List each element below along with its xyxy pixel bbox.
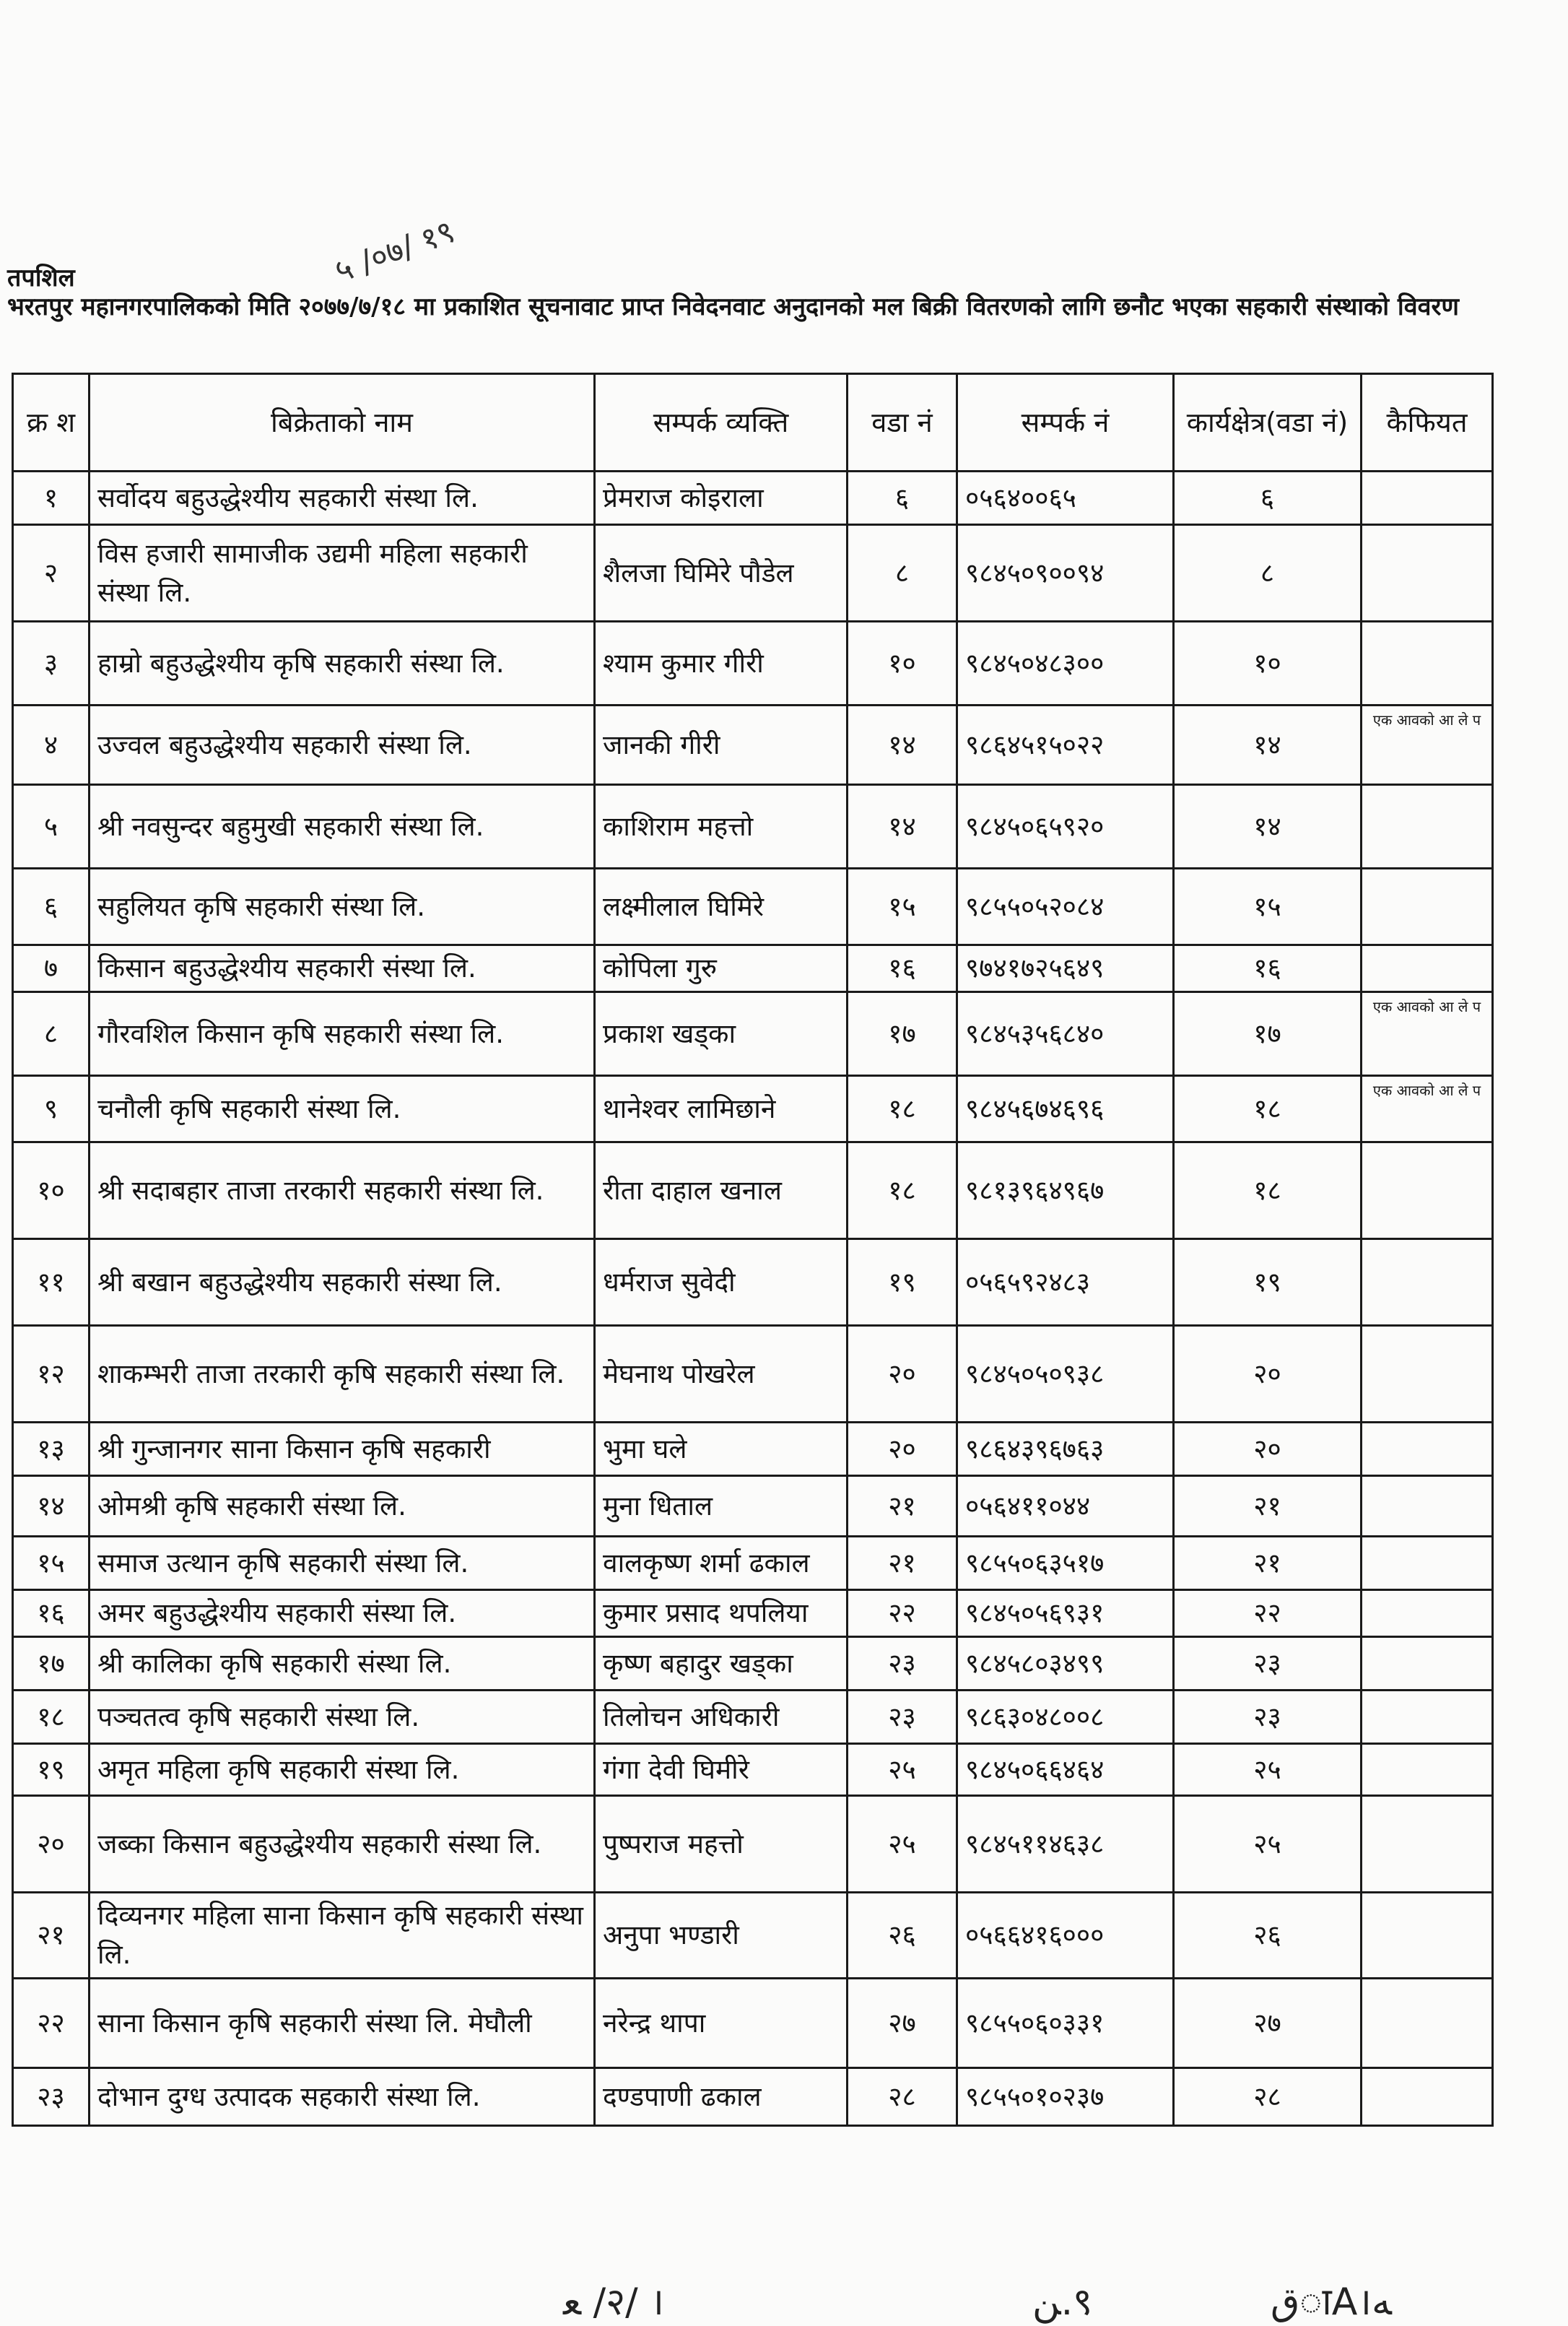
table-row <box>13 1537 1493 1590</box>
section-label: तपशिल <box>7 264 75 292</box>
row-sn: १२ <box>13 1326 90 1423</box>
row-contact-person: मेघनाथ पोखरेल <box>595 1326 848 1423</box>
row-area: २० <box>1174 1423 1362 1476</box>
header-ward: वडा नं <box>848 374 957 472</box>
table-row <box>13 2068 1493 2126</box>
row-remarks <box>1362 1423 1493 1476</box>
row-remarks: एक आवको आ ले प <box>1362 992 1493 1076</box>
row-contact-person: गंगा देवी घिमीरे <box>595 1744 848 1796</box>
row-area: १९ <box>1174 1239 1362 1326</box>
row-area: १७ <box>1174 992 1362 1076</box>
table-row <box>13 1476 1493 1537</box>
table-row <box>13 992 1493 1076</box>
row-phone: ९८४५०५६९३१ <box>957 1590 1174 1637</box>
row-sn: ८ <box>13 992 90 1076</box>
row-ward: २१ <box>848 1476 957 1537</box>
row-area: २१ <box>1174 1537 1362 1590</box>
row-sn: २ <box>13 525 90 622</box>
table-row <box>13 706 1493 785</box>
header-remarks: कैफियत <box>1362 374 1493 472</box>
row-sn: १८ <box>13 1691 90 1744</box>
table-row <box>13 1076 1493 1142</box>
table-row <box>13 622 1493 706</box>
table-row <box>13 1637 1493 1691</box>
row-contact-person: प्रकाश खड्का <box>595 992 848 1076</box>
row-ward: २८ <box>848 2068 957 2126</box>
row-area: २३ <box>1174 1691 1362 1744</box>
row-sn: ६ <box>13 869 90 945</box>
row-remarks <box>1362 1239 1493 1326</box>
row-phone: ९८४५०६५९२० <box>957 785 1174 869</box>
row-phone: ९८६३०४८००८ <box>957 1691 1174 1744</box>
row-area: २७ <box>1174 1979 1362 2068</box>
row-contact-person: वालकृष्ण शर्मा ढकाल <box>595 1537 848 1590</box>
row-area: २६ <box>1174 1893 1362 1979</box>
header-area: कार्यक्षेत्र(वडा नं) <box>1174 374 1362 472</box>
row-ward: १८ <box>848 1142 957 1239</box>
row-sn: १० <box>13 1142 90 1239</box>
row-ward: २० <box>848 1423 957 1476</box>
row-name: समाज उत्थान कृषि सहकारी संस्था लि. <box>90 1537 595 1590</box>
table-row <box>13 869 1493 945</box>
row-contact-person: जानकी गीरी <box>595 706 848 785</box>
row-remarks <box>1362 1979 1493 2068</box>
row-name: पञ्चतत्व कृषि सहकारी संस्था लि. <box>90 1691 595 1744</box>
row-sn: १५ <box>13 1537 90 1590</box>
table-row <box>13 1326 1493 1423</box>
row-sn: ४ <box>13 706 90 785</box>
row-area: २० <box>1174 1326 1362 1423</box>
table-row <box>13 1423 1493 1476</box>
row-name: उज्वल बहुउद्धेश्यीय सहकारी संस्था लि. <box>90 706 595 785</box>
row-sn: १७ <box>13 1637 90 1691</box>
row-ward: २७ <box>848 1979 957 2068</box>
row-remarks <box>1362 525 1493 622</box>
row-ward: २० <box>848 1326 957 1423</box>
row-remarks <box>1362 785 1493 869</box>
row-phone: ९८५५०६३५१७ <box>957 1537 1174 1590</box>
row-ward: ८ <box>848 525 957 622</box>
signature-2: ﻦ.९ <box>1032 2281 1093 2324</box>
row-remarks <box>1362 945 1493 992</box>
table-row <box>13 1979 1493 2068</box>
table-row <box>13 1691 1493 1744</box>
row-name: ओमश्री कृषि सहकारी संस्था लि. <box>90 1476 595 1537</box>
row-area: २३ <box>1174 1637 1362 1691</box>
row-ward: २५ <box>848 1796 957 1893</box>
header-name: बिक्रेताको नाम <box>90 374 595 472</box>
row-phone: ९८५५०१०२३७ <box>957 2068 1174 2126</box>
row-phone: ०५६४११०४४ <box>957 1476 1174 1537</box>
row-ward: २३ <box>848 1637 957 1691</box>
row-remarks <box>1362 1691 1493 1744</box>
row-name: सर्वोदय बहुउद्धेश्यीय सहकारी संस्था लि. <box>90 472 595 525</box>
row-name: विस हजारी सामाजीक उद्यमी महिला सहकारी संस्था लि. <box>90 525 595 622</box>
row-sn: २२ <box>13 1979 90 2068</box>
row-sn: १ <box>13 472 90 525</box>
row-remarks <box>1362 1796 1493 1893</box>
row-contact-person: श्याम कुमार गीरी <box>595 622 848 706</box>
table-row <box>13 472 1493 525</box>
row-sn: ३ <box>13 622 90 706</box>
row-area: २१ <box>1174 1476 1362 1537</box>
row-contact-person: धर्मराज सुवेदी <box>595 1239 848 1326</box>
row-name: किसान बहुउद्धेश्यीय सहकारी संस्था लि. <box>90 945 595 992</box>
table-row <box>13 1744 1493 1796</box>
row-name: श्री कालिका कृषि सहकारी संस्था लि. <box>90 1637 595 1691</box>
row-phone: ९८४५६७४६९६ <box>957 1076 1174 1142</box>
row-name: अमृत महिला कृषि सहकारी संस्था लि. <box>90 1744 595 1796</box>
row-ward: ६ <box>848 472 957 525</box>
row-ward: १४ <box>848 706 957 785</box>
row-remarks <box>1362 1537 1493 1590</box>
table-row <box>13 1239 1493 1326</box>
row-remarks <box>1362 1893 1493 1979</box>
row-sn: १९ <box>13 1744 90 1796</box>
row-contact-person: कुमार प्रसाद थपलिया <box>595 1590 848 1637</box>
row-phone: ९८५५०६०३३१ <box>957 1979 1174 2068</box>
row-ward: १४ <box>848 785 957 869</box>
row-ward: २६ <box>848 1893 957 1979</box>
row-contact-person: प्रेमराज कोइराला <box>595 472 848 525</box>
handwritten-date-note: ५ /०७/ १९ <box>330 212 460 290</box>
row-sn: १३ <box>13 1423 90 1476</box>
row-phone: ९८४५३५६८४० <box>957 992 1174 1076</box>
row-area: ६ <box>1174 472 1362 525</box>
row-name: दोभान दुग्ध उत्पादक सहकारी संस्था लि. <box>90 2068 595 2126</box>
table-row <box>13 1590 1493 1637</box>
row-ward: १५ <box>848 869 957 945</box>
row-ward: १९ <box>848 1239 957 1326</box>
row-name: श्री सदाबहार ताजा तरकारी सहकारी संस्था लि. <box>90 1142 595 1239</box>
table-header-row <box>13 374 1493 472</box>
table-row <box>13 785 1493 869</box>
cooperative-table <box>12 373 1494 2127</box>
row-sn: १४ <box>13 1476 90 1537</box>
row-name: चनौली कृषि सहकारी संस्था लि. <box>90 1076 595 1142</box>
row-area: १४ <box>1174 706 1362 785</box>
row-area: २५ <box>1174 1796 1362 1893</box>
row-contact-person: लक्ष्मीलाल घिमिरे <box>595 869 848 945</box>
row-sn: १६ <box>13 1590 90 1637</box>
row-area: २८ <box>1174 2068 1362 2126</box>
row-sn: २१ <box>13 1893 90 1979</box>
row-area: १० <box>1174 622 1362 706</box>
header-phone: सम्पर्क नं <box>957 374 1174 472</box>
row-phone: ९८४५०५०९३८ <box>957 1326 1174 1423</box>
row-remarks <box>1362 622 1493 706</box>
row-name: श्री गुन्जानगर साना किसान कृषि सहकारी <box>90 1423 595 1476</box>
table-row <box>13 945 1493 992</box>
row-area: २५ <box>1174 1744 1362 1796</box>
row-phone: ९७४१७२५६४९ <box>957 945 1174 992</box>
row-ward: २३ <box>848 1691 957 1744</box>
row-sn: ११ <box>13 1239 90 1326</box>
row-phone: ९८४५८०३४९९ <box>957 1637 1174 1691</box>
row-ward: १८ <box>848 1076 957 1142</box>
signature-3: ﻕाA।ﻪ <box>1271 2281 1392 2324</box>
row-phone: ९८६४३९६७६३ <box>957 1423 1174 1476</box>
row-contact-person: कोपिला गुरु <box>595 945 848 992</box>
row-area: १६ <box>1174 945 1362 992</box>
row-phone: ९८४५११४६३८ <box>957 1796 1174 1893</box>
row-sn: २० <box>13 1796 90 1893</box>
row-contact-person: काशिराम महत्तो <box>595 785 848 869</box>
row-phone: ०५६५९२४८३ <box>957 1239 1174 1326</box>
row-contact-person: थानेश्वर लामिछाने <box>595 1076 848 1142</box>
row-ward: २१ <box>848 1537 957 1590</box>
document-description: भरतपुर महानगरपालिकको मिति २०७७/७/१८ मा प्रकाशित सूचनावाट प्राप्त निवेदनवाट अनुदानको मल बिक्री वितरणको लागि छनौट भएका सहकारी संस्थाको विवरण <box>7 292 1459 321</box>
row-phone: ९८४५०६६४६४ <box>957 1744 1174 1796</box>
row-name: दिव्यनगर महिला साना किसान कृषि सहकारी संस्था लि. <box>90 1893 595 1979</box>
row-remarks <box>1362 472 1493 525</box>
row-remarks <box>1362 1142 1493 1239</box>
table-row <box>13 1796 1493 1893</box>
row-ward: १७ <box>848 992 957 1076</box>
row-phone: ०५६६४१६००० <box>957 1893 1174 1979</box>
row-area: १४ <box>1174 785 1362 869</box>
row-remarks <box>1362 1476 1493 1537</box>
row-phone: ९८४५०९००९४ <box>957 525 1174 622</box>
row-phone: ०५६४००६५ <box>957 472 1174 525</box>
row-area: १८ <box>1174 1142 1362 1239</box>
row-name: श्री बखान बहुउद्धेश्यीय सहकारी संस्था लि. <box>90 1239 595 1326</box>
row-contact-person: मुना धिताल <box>595 1476 848 1537</box>
row-name: अमर बहुउद्धेश्यीय सहकारी संस्था लि. <box>90 1590 595 1637</box>
row-name: शाकम्भरी ताजा तरकारी कृषि सहकारी संस्था लि. <box>90 1326 595 1423</box>
row-contact-person: दण्डपाणी ढकाल <box>595 2068 848 2126</box>
header-sn: क्र श <box>13 374 90 472</box>
row-sn: ७ <box>13 945 90 992</box>
row-ward: २२ <box>848 1590 957 1637</box>
row-contact-person: कृष्ण बहादुर खड्का <box>595 1637 848 1691</box>
table-row <box>13 1893 1493 1979</box>
row-remarks <box>1362 869 1493 945</box>
row-remarks <box>1362 1590 1493 1637</box>
row-phone: ९८४५०४८३०० <box>957 622 1174 706</box>
row-area: १५ <box>1174 869 1362 945</box>
row-contact-person: पुष्पराज महत्तो <box>595 1796 848 1893</box>
row-phone: ९८१३९६४९६७ <box>957 1142 1174 1239</box>
signature-1: ﻌ /२/ । <box>563 2281 664 2324</box>
table-row <box>13 525 1493 622</box>
row-contact-person: तिलोचन अधिकारी <box>595 1691 848 1744</box>
row-remarks: एक आवको आ ले प <box>1362 1076 1493 1142</box>
row-name: सहुलियत कृषि सहकारी संस्था लि. <box>90 869 595 945</box>
row-area: २२ <box>1174 1590 1362 1637</box>
row-ward: १६ <box>848 945 957 992</box>
row-ward: १० <box>848 622 957 706</box>
header-contact-person: सम्पर्क व्यक्ति <box>595 374 848 472</box>
row-contact-person: भुमा घले <box>595 1423 848 1476</box>
row-area: ८ <box>1174 525 1362 622</box>
row-name: जब्का किसान बहुउद्धेश्यीय सहकारी संस्था लि. <box>90 1796 595 1893</box>
row-remarks: एक आवको आ ले प <box>1362 706 1493 785</box>
row-ward: २५ <box>848 1744 957 1796</box>
row-phone: ९८६४५१५०२२ <box>957 706 1174 785</box>
row-contact-person: रीता दाहाल खनाल <box>595 1142 848 1239</box>
row-name: साना किसान कृषि सहकारी संस्था लि. मेघौली <box>90 1979 595 2068</box>
row-name: हाम्रो बहुउद्धेश्यीय कृषि सहकारी संस्था लि. <box>90 622 595 706</box>
row-sn: २३ <box>13 2068 90 2126</box>
row-contact-person: शैलजा घिमिरे पौडेल <box>595 525 848 622</box>
row-sn: ५ <box>13 785 90 869</box>
row-remarks <box>1362 1744 1493 1796</box>
row-phone: ९८५५०५२०८४ <box>957 869 1174 945</box>
row-area: १८ <box>1174 1076 1362 1142</box>
row-remarks <box>1362 2068 1493 2126</box>
row-remarks <box>1362 1637 1493 1691</box>
row-sn: ९ <box>13 1076 90 1142</box>
row-contact-person: नरेन्द्र थापा <box>595 1979 848 2068</box>
row-contact-person: अनुपा भण्डारी <box>595 1893 848 1979</box>
row-remarks <box>1362 1326 1493 1423</box>
row-name: श्री नवसुन्दर बहुमुखी सहकारी संस्था लि. <box>90 785 595 869</box>
table-row <box>13 1142 1493 1239</box>
row-name: गौरवशिल किसान कृषि सहकारी संस्था लि. <box>90 992 595 1076</box>
